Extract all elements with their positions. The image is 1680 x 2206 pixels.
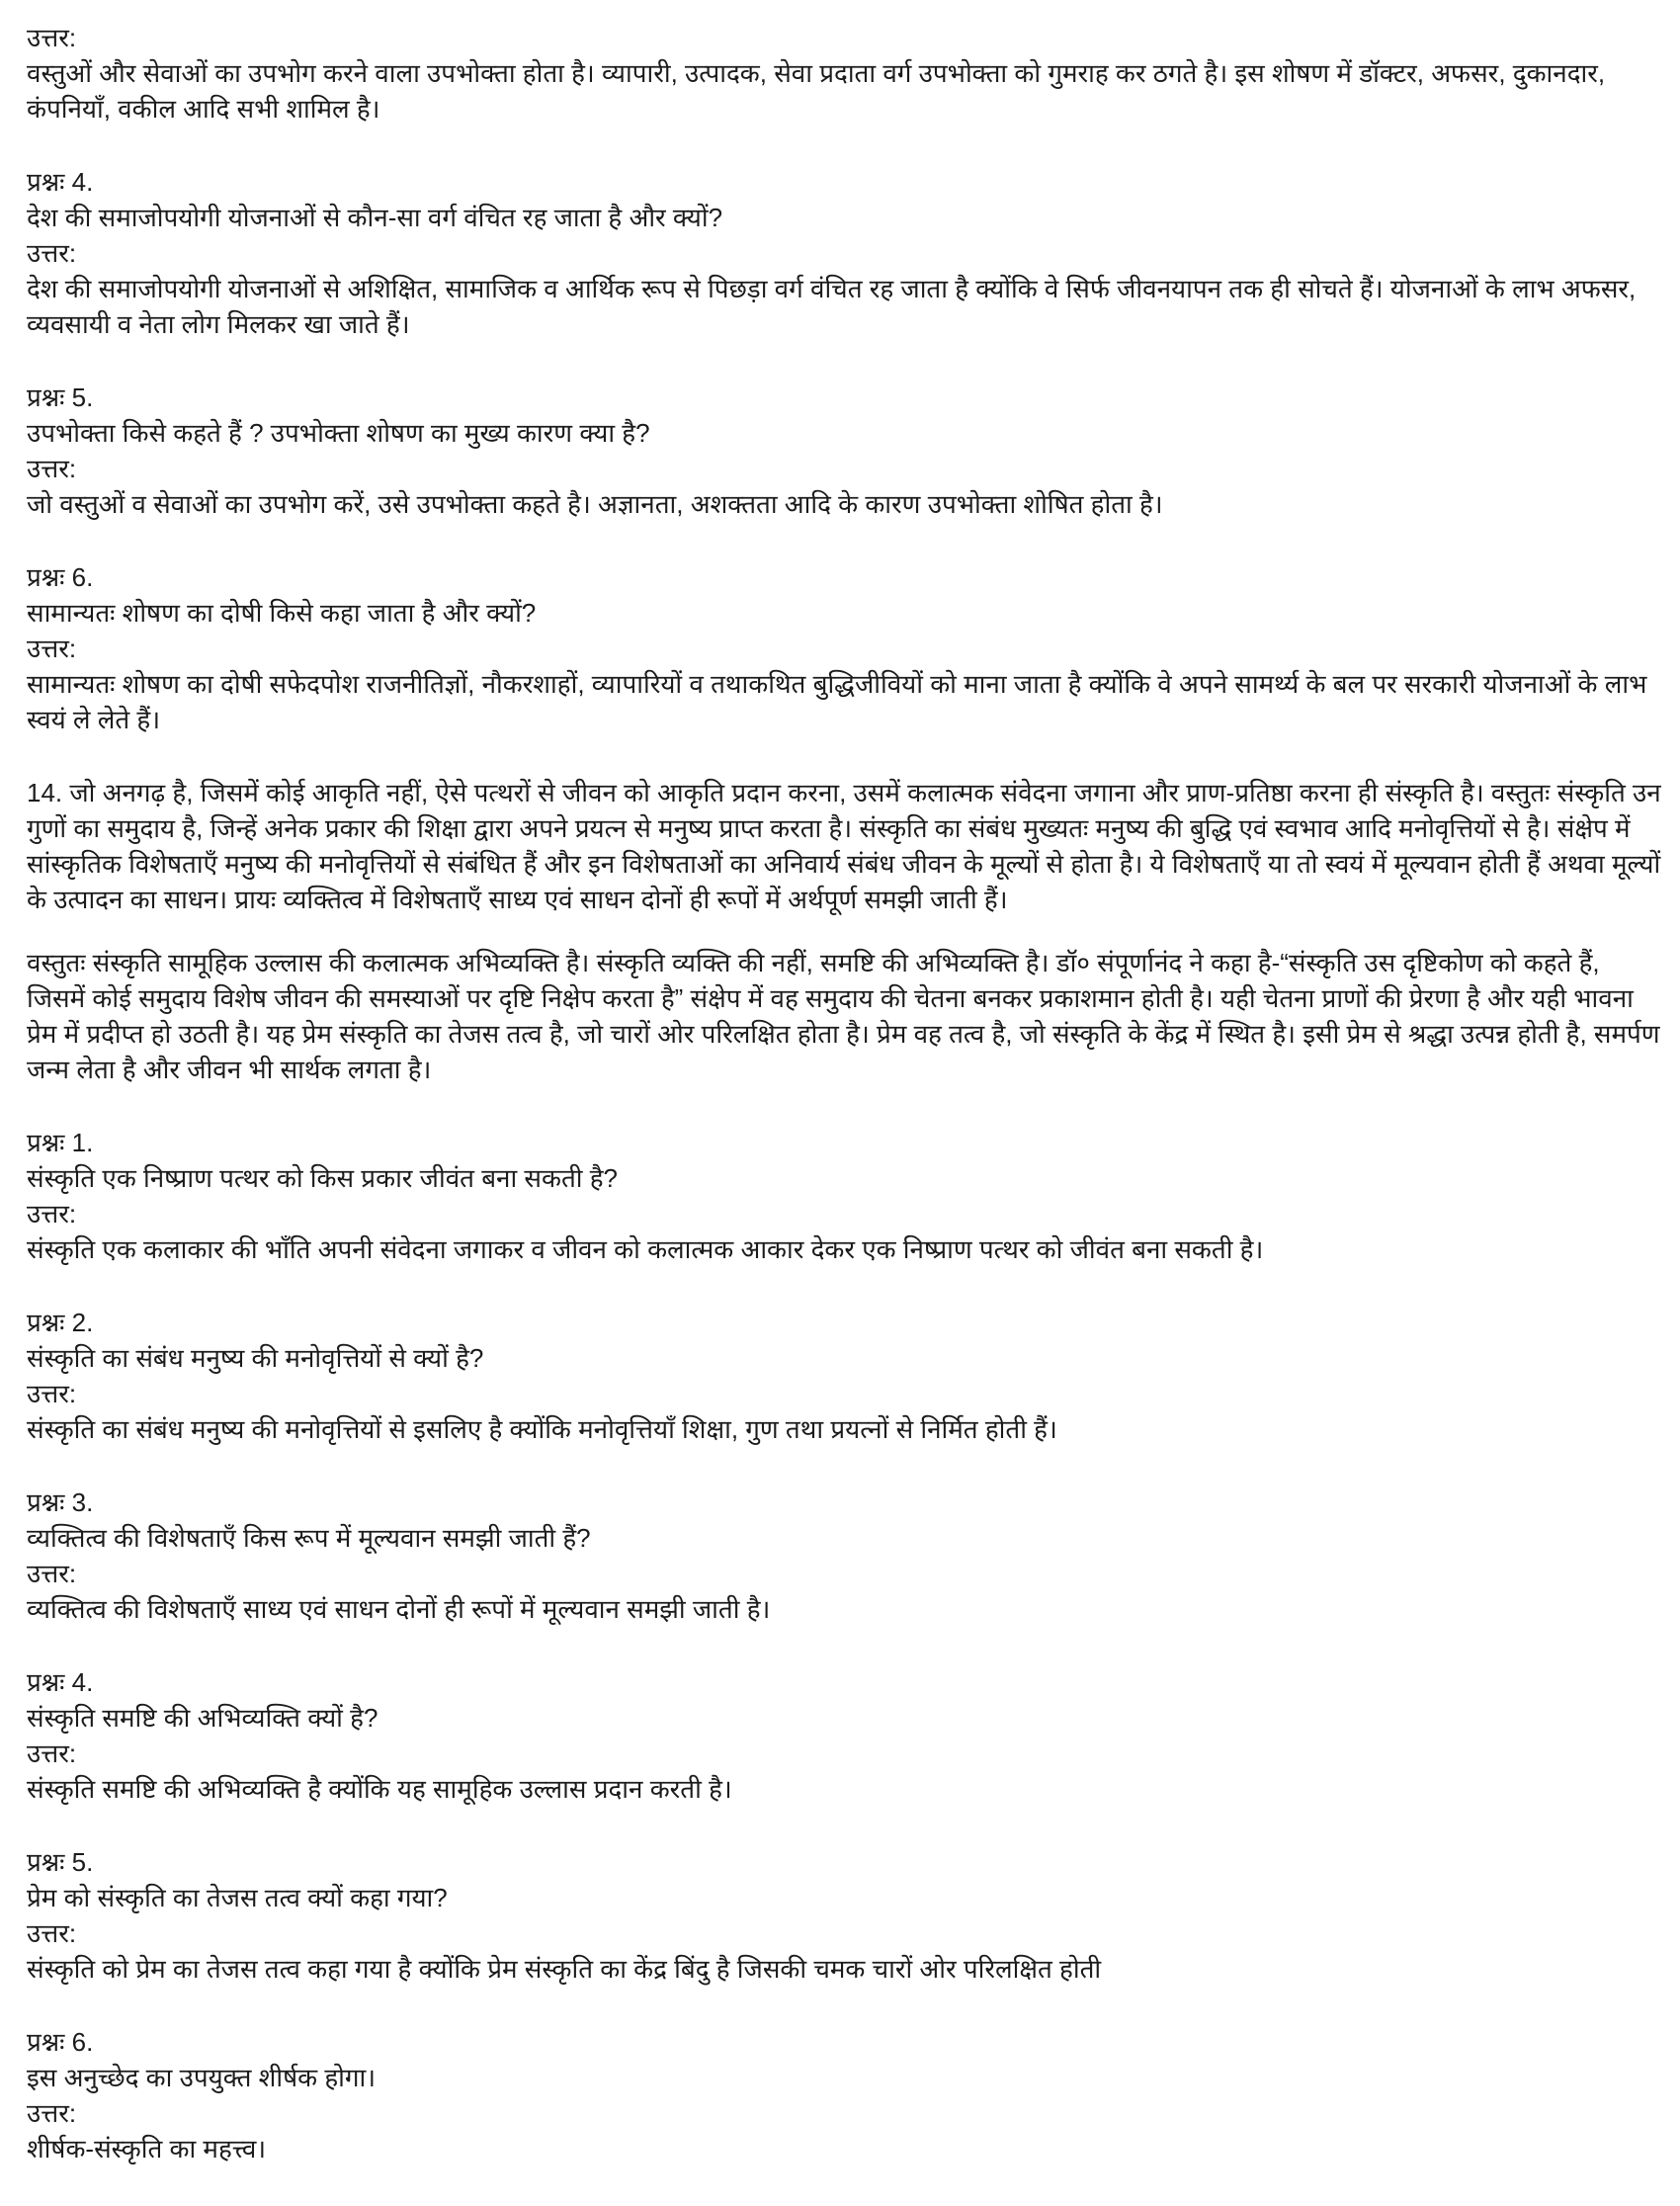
- question-text: व्यक्तित्व की विशेषताएँ किस रूप में मूल्यवान समझी जाती हैं?: [27, 1523, 591, 1553]
- qa-block: [27, 1125, 1662, 1267]
- answer-text: सामान्यतः शोषण का दोषी सफेदपोश राजनीतिज्ञों, नौकरशाहों, व्यापारियों व तथाकथित बुद्धिजीवियों को माना जाता है क्योंकि वे अपने सामर्थ्य के बल पर सरकारी योजनाओं के लाभ स्वयं ले लेते हैं।: [27, 669, 1647, 734]
- question-number: प्रश्नः 3.: [27, 1487, 94, 1517]
- question-number: प्रश्नः 4.: [27, 167, 94, 197]
- answer-label: उत्तर:: [27, 454, 77, 483]
- qa-block: [27, 2024, 1662, 2166]
- question-number: प्रश्नः 6.: [27, 562, 94, 592]
- question-text: देश की समाजोपयोगी योजनाओं से कौन-सा वर्ग वंचित रह जाता है और क्यों?: [27, 203, 723, 232]
- qa-block: [27, 1485, 1662, 1627]
- answer-text: व्यक्तित्व की विशेषताएँ साध्य एवं साधन दोनों ही रूपों में मूल्यवान समझी जाती है।: [27, 1594, 771, 1624]
- answer-text: संस्कृति एक कलाकार की भाँति अपनी संवेदना जगाकर व जीवन को कलात्मक आकार देकर एक निष्प्राण पत्थर को जीवंत बना सकती है।: [27, 1234, 1264, 1264]
- answer-label: उत्तर:: [27, 1559, 77, 1588]
- answer-text: संस्कृति समष्टि की अभिव्यक्ति है क्योंकि यह सामूहिक उल्लास प्रदान करती है।: [27, 1774, 732, 1804]
- question-number: प्रश्नः 2.: [27, 1308, 94, 1337]
- answer-text: संस्कृति का संबंध मनुष्य की मनोवृत्तियों से इसलिए है क्योंकि मनोवृत्तियाँ शिक्षा, गुण तथा प्रयत्नों से निर्मित होती हैं।: [27, 1414, 1057, 1444]
- qa-block-top-answer: [27, 20, 1662, 127]
- qa-block: [27, 1305, 1662, 1447]
- passage-culture: वस्तुतः संस्कृति सामूहिक उल्लास की कलात्मक अभिव्यक्ति है। संस्कृति व्यक्ति की नहीं, समष्टि की अभिव्यक्ति है। डॉ० संपूर्णानंद ने कहा है-“संस्कृति उस दृष्टिकोण को कहते हैं, जिसमें कोई समुदाय विशेष जीवन की समस्याओं पर दृष्टि निक्षेप करता है” संक्षेप में वह समुदाय की चेतना बनकर प्रकाशमान होती है। यही चेतना प्राणों की प्रेरणा है और यही भावना प्रेम में प्रदीप्त हो उठती है। यह प्रेम संस्कृति का तेजस तत्व है, जो चारों ओर परिलक्षित होता है। प्रेम वह तत्व है, जो संस्कृति के केंद्र में स्थित है। इसी प्रेम से श्रद्धा उत्पन्न होती है, समर्पण जन्म लेता है और जीवन भी सार्थक लगता है।: [27, 948, 1660, 1084]
- question-number: प्रश्नः 5.: [27, 382, 94, 412]
- answer-label: उत्तर:: [27, 1379, 77, 1408]
- answer-label: उत्तर:: [27, 2098, 77, 2128]
- answer-label: उत्तर:: [27, 1739, 77, 1768]
- question-text: संस्कृति का संबंध मनुष्य की मनोवृत्तियों से क्यों है?: [27, 1343, 484, 1373]
- question-text: इस अनुच्छेद का उपयुक्त शीर्षक होगा।: [27, 2063, 377, 2092]
- qa-block: [27, 164, 1662, 342]
- question-number: प्रश्नः 4.: [27, 1667, 94, 1697]
- answer-text: शीर्षक-संस्कृति का महत्त्व।: [27, 2134, 267, 2164]
- qa-block: [27, 380, 1662, 522]
- passage-14: 14. जो अनगढ़ है, जिसमें कोई आकृति नहीं, ऐसे पत्थरों से जीवन को आकृति प्रदान करना, उसमें कलात्मक संवेदना जगाना और प्राण-प्रतिष्ठा करना ही संस्कृति है। वस्तुतः संस्कृति उन गुणों का समुदाय है, जिन्हें अनेक प्रकार की शिक्षा द्वारा अपने प्रयत्न से मनुष्य प्राप्त करता है। संस्कृति का संबंध मुख्यतः मनुष्य की बुद्धि एवं स्वभाव आदि मनोवृत्तियों से है। संक्षेप में सांस्कृतिक विशेषताएँ मनुष्य की मनोवृत्तियों से संबंधित हैं और इन विशेषताओं का अनिवार्य संबंध जीवन के मूल्यों से होता है। ये विशेषताएँ या तो स्वयं में मूल्यवान होती हैं अथवा मूल्यों के उत्पादन का साधन। प्रायः व्यक्तित्व में विशेषताएँ साध्य एवं साधन दोनों ही रूपों में अर्थपूर्ण समझी जाती हैं।: [27, 778, 1661, 914]
- answer-label: उत्तर:: [27, 238, 77, 268]
- answer-text: देश की समाजोपयोगी योजनाओं से अशिक्षित, सामाजिक व आर्थिक रूप से पिछड़ा वर्ग वंचित रह जाता है क्योंकि वे सिर्फ जीवनयापन तक ही सोचते हैं। योजनाओं के लाभ अफसर, व्यवसायी व नेता लोग मिलकर खा जाते हैं।: [27, 274, 1637, 339]
- answer-text: संस्कृति को प्रेम का तेजस तत्व कहा गया है क्योंकि प्रेम संस्कृति का केंद्र बिंदु है जिसकी चमक चारों ओर परिलक्षित होती: [27, 1954, 1102, 1984]
- question-number: प्रश्नः 6.: [27, 2027, 94, 2057]
- answer-label: उत्तर:: [27, 23, 77, 52]
- qa-block: [27, 1844, 1662, 1987]
- answer-label: उत्तर:: [27, 1918, 77, 1948]
- question-text: संस्कृति समष्टि की अभिव्यक्ति क्यों है?: [27, 1703, 378, 1733]
- qa-block: [27, 559, 1662, 737]
- question-text: सामान्यतः शोषण का दोषी किसे कहा जाता है और क्यों?: [27, 598, 537, 628]
- answer-label: उत्तर:: [27, 634, 77, 663]
- question-text: उपभोक्ता किसे कहते हैं ? उपभोक्ता शोषण का मुख्य कारण क्या है?: [27, 418, 650, 448]
- answer-text: वस्तुओं और सेवाओं का उपभोग करने वाला उपभोक्ता होता है। व्यापारी, उत्पादक, सेवा प्रदाता वर्ग उपभोक्ता को गुमराह कर ठगते है। इस शोषण में डॉक्टर, अफसर, दुकानदार, कंपनियाँ, वकील आदि सभी शामिल है।: [27, 58, 1606, 124]
- question-text: संस्कृति एक निष्प्राण पत्थर को किस प्रकार जीवंत बना सकती है?: [27, 1163, 619, 1193]
- question-text: प्रेम को संस्कृति का तेजस तत्व क्यों कहा गया?: [27, 1883, 448, 1912]
- answer-label: उत्तर:: [27, 1199, 77, 1229]
- answer-text: जो वस्तुओं व सेवाओं का उपभोग करें, उसे उपभोक्ता कहते है। अज्ञानता, अशक्तता आदि के कारण उपभोक्ता शोषित होता है।: [27, 489, 1163, 519]
- question-number: प्रश्नः 1.: [27, 1128, 94, 1157]
- qa-block: [27, 1664, 1662, 1807]
- question-number: प्रश्नः 5.: [27, 1847, 94, 1877]
